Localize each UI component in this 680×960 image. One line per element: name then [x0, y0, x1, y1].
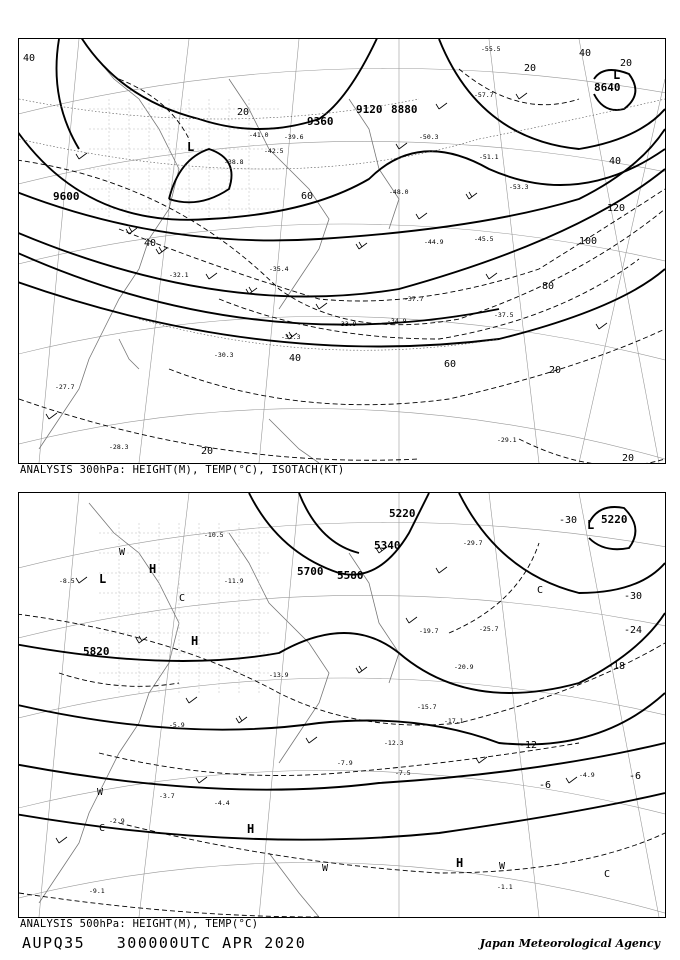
station-temp: -48.0: [389, 188, 409, 196]
agency-name: Japan Meteorological Agency: [479, 937, 660, 950]
temp-label: -30: [559, 515, 578, 526]
height-label: 5580: [337, 569, 364, 582]
station-temp: -38.8: [224, 158, 244, 166]
map-300hpa: [19, 39, 665, 463]
isotach-label: 40: [579, 48, 592, 59]
height-label: 8640: [594, 81, 621, 94]
isotach-label: 20: [620, 58, 633, 69]
station-temp: -19.7: [419, 627, 439, 635]
warm-mark: W: [119, 547, 126, 558]
cold-mark: C: [179, 593, 186, 604]
station-temp: -27.7: [55, 383, 75, 391]
latlon-grid: [19, 493, 665, 917]
height-label: 9360: [307, 115, 334, 128]
station-temp: -32.3: [281, 333, 301, 341]
isotach-label: 20: [524, 63, 537, 74]
station-temp: -20.9: [454, 663, 474, 671]
high-pressure-symbol: H: [456, 856, 464, 870]
temp-label: -12: [519, 740, 538, 751]
station-temp: -29.7: [463, 539, 483, 547]
cold-mark: C: [537, 585, 544, 596]
upper-air-chart-500hpa: [18, 492, 666, 918]
high-pressure-symbol: H: [191, 634, 199, 648]
caption-300hpa: ANALYSIS 300hPa: HEIGHT(M), TEMP(°C), ISOTACH(KT): [20, 464, 345, 476]
isotach-label: 120: [607, 203, 626, 214]
isotach-label: 20: [549, 365, 562, 376]
station-temp: -37.5: [494, 311, 514, 319]
station-temp: -45.5: [474, 235, 494, 243]
station-temp: -15.7: [417, 703, 437, 711]
low-pressure-symbol: L: [587, 518, 595, 532]
cold-mark: C: [604, 869, 611, 880]
chart-code: AUPQ35: [22, 934, 86, 952]
caption-500hpa: ANALYSIS 500hPa: HEIGHT(M), TEMP(°C): [20, 918, 259, 930]
chart-time: 300000UTC APR 2020: [116, 934, 307, 952]
coastlines: [39, 503, 399, 917]
upper-air-chart-300hpa: [18, 38, 666, 464]
isotach-label: 100: [579, 236, 598, 247]
isotach-label: 20: [201, 446, 214, 457]
height-label: 9120: [356, 103, 383, 116]
warm-mark: W: [499, 861, 506, 872]
station-temp: -29.1: [497, 436, 517, 444]
station-temp: -4.9: [579, 771, 595, 779]
temp-label: -30: [624, 591, 643, 602]
isotach-label: 60: [444, 359, 457, 370]
isotach-label: 20: [237, 107, 250, 118]
station-temp: -7.9: [337, 759, 353, 767]
station-temp: -4.4: [214, 799, 230, 807]
height-labels: [53, 81, 621, 203]
station-temp: -2.9: [109, 817, 125, 825]
warm-mark: W: [97, 787, 104, 798]
low-pressure-symbol: L: [613, 68, 621, 82]
isotach-label: 40: [144, 238, 157, 249]
station-temp: -35.4: [269, 265, 289, 273]
station-temp: -11.9: [224, 577, 244, 585]
station-temp: -33.9: [337, 320, 357, 328]
high-pressure-symbol: H: [149, 562, 157, 576]
isotach-contours: [19, 69, 665, 463]
height-label: 5700: [297, 565, 324, 578]
height-label: 5220: [601, 513, 628, 526]
station-temp: -17.1: [444, 717, 464, 725]
station-temp: -39.6: [284, 133, 304, 141]
chart-identifier: [22, 934, 306, 952]
station-temp: -32.1: [169, 271, 189, 279]
height-label: 5220: [389, 507, 416, 520]
isotach-label: 20: [622, 453, 635, 463]
station-temp: -30.3: [214, 351, 234, 359]
station-temp: -41.0: [249, 131, 269, 139]
temp-label: -6: [629, 771, 642, 782]
isotherm-contours: [19, 543, 665, 917]
isotach-label: 80: [542, 281, 555, 292]
height-labels: [83, 507, 628, 658]
low-pressure-symbol: L: [99, 572, 107, 586]
station-temp: -44.9: [424, 238, 444, 246]
height-label: 5820: [83, 645, 110, 658]
temp-label: -6: [539, 780, 552, 791]
station-temp: -3.7: [159, 792, 175, 800]
station-temp: -12.3: [384, 739, 404, 747]
isotach-label: 40: [23, 53, 36, 64]
high-pressure-symbol: H: [247, 822, 255, 836]
station-temp: -9.1: [89, 887, 105, 895]
height-label: 9600: [53, 190, 80, 203]
warm-mark: W: [322, 863, 329, 874]
station-temp: -34.9: [387, 317, 407, 325]
station-temp: -53.3: [509, 183, 529, 191]
isotach-label: 60: [301, 191, 314, 202]
station-temp: -51.1: [479, 153, 499, 161]
station-temp: -10.5: [204, 531, 224, 539]
station-temp: -5.9: [169, 721, 185, 729]
warm-cold-marks: [97, 547, 610, 880]
map-500hpa: [19, 493, 665, 917]
station-temp: -13.9: [269, 671, 289, 679]
station-temp: -7.5: [395, 769, 411, 777]
temp-label: -18: [607, 661, 626, 672]
cold-mark: C: [99, 823, 106, 834]
isotach-label: 40: [609, 156, 622, 167]
low-pressure-symbol: L: [187, 140, 195, 154]
temp-label: -24: [624, 625, 643, 636]
height-label: 5340: [374, 539, 401, 552]
latlon-grid: [19, 39, 665, 463]
hatched-area: [89, 99, 279, 219]
station-temp: -8.5: [59, 577, 75, 585]
station-temperatures: [55, 45, 529, 451]
station-temp: -50.3: [419, 133, 439, 141]
height-label: 8880: [391, 103, 418, 116]
station-temp: -57.7: [474, 91, 494, 99]
station-temp: -37.7: [404, 295, 424, 303]
isotach-label: 40: [289, 353, 302, 364]
station-temp: -55.5: [481, 45, 501, 53]
station-temp: -28.3: [109, 443, 129, 451]
station-temp: -25.7: [479, 625, 499, 633]
station-temp: -42.5: [264, 147, 284, 155]
station-temp: -1.1: [497, 883, 513, 891]
